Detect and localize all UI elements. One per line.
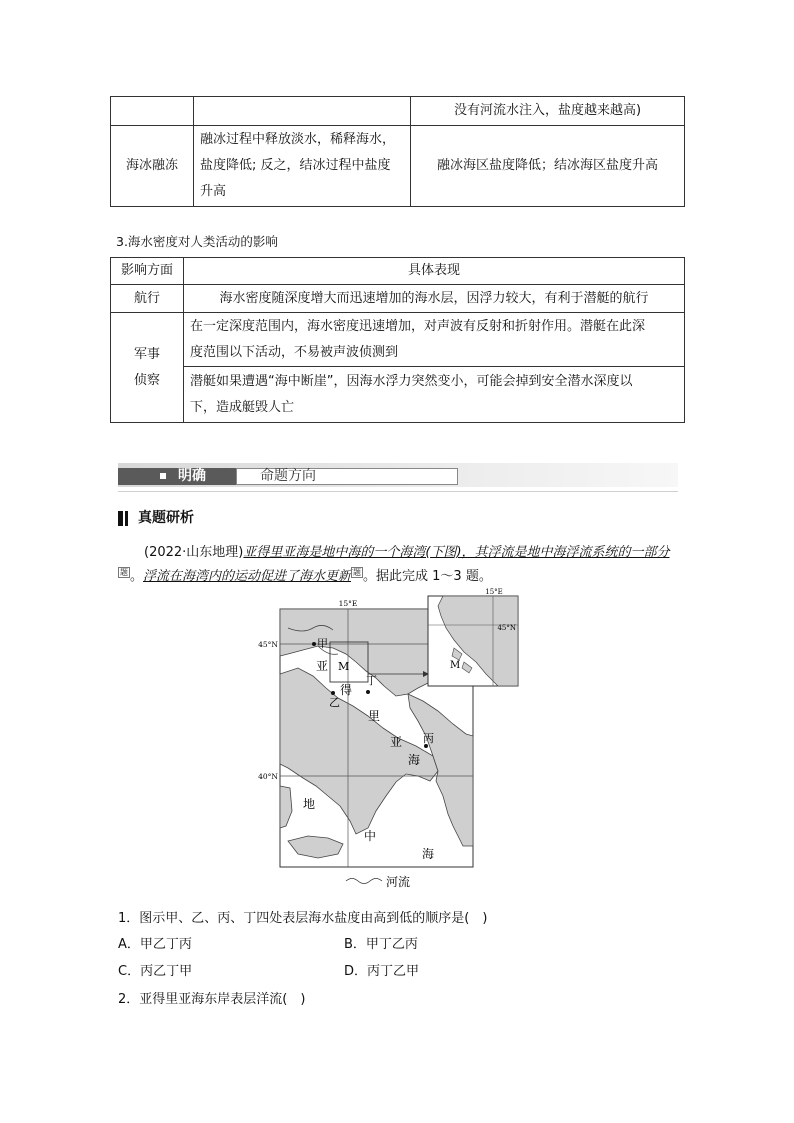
item-line: 度范围以下活动，不易被声波侦测到: [190, 344, 399, 360]
sea-label: 得: [340, 683, 353, 697]
inset-label-15E: 15°E: [485, 588, 503, 596]
subheading-text: 真题研析: [138, 510, 194, 526]
question-2-stem: 2．亚得里亚海东岸表层洋流( ): [118, 992, 306, 1007]
question-1-stem: 1．图示甲、乙、丙、丁四处表层海水盐度由高到低的顺序是( ): [118, 911, 488, 926]
label-ding: 丁: [366, 674, 377, 687]
point-jia-icon: [312, 642, 316, 646]
label-jia: 甲: [317, 637, 328, 650]
item-line: 在一定深度范围内，海水密度迅速增加，对声波有反射和折射作用。潜艇在此深: [190, 318, 646, 334]
point-ding-icon: [366, 690, 370, 694]
table2-label-military: [111, 313, 184, 423]
sea-label: 里: [368, 709, 381, 723]
inset-label-45N: 45°N: [497, 624, 516, 632]
med-sea-label: 地: [303, 797, 316, 811]
item-line: 潜艇如果遭遇“海中断崖”，因海水浮力突然变小，可能会掉到安全潜水深度以: [190, 373, 633, 389]
table2-header: 影响方面: [111, 258, 184, 285]
med-sea-label: 海: [422, 847, 435, 861]
label-bing: 丙: [423, 732, 434, 745]
label-yi: 乙: [329, 696, 340, 709]
inset-label-M: M: [450, 660, 461, 671]
option-b[interactable]: B．甲丁乙丙: [344, 937, 418, 952]
intro-italic-2: 浮流在海湾内的运动促进了海水更新: [143, 569, 352, 584]
point-yi-icon: [331, 691, 335, 695]
section-title: 3.海水密度对人类活动的影响: [116, 234, 278, 249]
option-a[interactable]: A．甲乙丁丙: [118, 937, 192, 952]
sea-label: 海: [408, 753, 421, 767]
density-impact-table: [110, 257, 685, 423]
sea-label: 亚: [316, 659, 329, 673]
legend-label: 河流: [386, 875, 411, 889]
effect-line: 盐度降低; 反之，结冰过程中盐度: [200, 158, 391, 173]
table1-effect-cell: [194, 126, 411, 207]
item-line: 下，造成艇毁人亡: [190, 399, 295, 415]
table2-label-navigation: 航行: [111, 285, 184, 313]
label-line: 侦察: [133, 372, 160, 388]
section-banner: [118, 463, 678, 487]
label-M: M: [338, 660, 350, 673]
intro-source: (2022·山东地理): [144, 545, 244, 560]
label-15E: 15°E: [338, 599, 358, 608]
salinity-factors-table: [110, 96, 685, 207]
divider: [118, 491, 678, 492]
label-40N: 40°N: [258, 772, 278, 781]
option-c[interactable]: C．丙乙丁甲: [118, 964, 193, 979]
banner-right-text: 命题方向: [260, 468, 316, 484]
question-mark-icon: 题: [120, 567, 128, 577]
adriatic-sea-map: [258, 588, 523, 896]
table2-header: 具体表现: [184, 258, 685, 285]
table1-cell: 没有河流水注入，盐度越来越高): [411, 97, 685, 126]
table1-cell: [194, 97, 411, 126]
table1-result-cell: 融冰海区盐度降低；结冰海区盐度升高: [411, 126, 685, 207]
effect-line: 升高: [200, 184, 227, 199]
banner-left-text: 明确: [178, 468, 206, 484]
table2-military-item: [184, 313, 685, 367]
option-d[interactable]: D．丙丁乙甲: [344, 964, 420, 979]
intro-italic-1: 亚得里亚海是地中海的一个海湾(下图)，其浮流是地中海浮流系统的一部分: [243, 545, 670, 560]
label-45N: 45°N: [258, 640, 278, 649]
table2-military-item: [184, 367, 685, 423]
square-bullet-icon: [160, 473, 166, 479]
label-line: 军事: [133, 346, 160, 362]
med-sea-label: 中: [364, 829, 377, 843]
sea-label: 亚: [390, 735, 403, 749]
legend-river-icon: [346, 879, 382, 884]
question-mark-icon: 题: [353, 567, 362, 577]
table1-cell: [111, 97, 194, 126]
question-intro: (2022·山东地理)亚得里亚海是地中海的一个海湾(下图)，其浮流是地中海浮流系统的一部分$^题$ 。浮流在海湾内的运动促进了海水更新 $^题$ 。据此完成 1～3 题。: [120, 545, 670, 584]
heading-bar-icon: [118, 511, 123, 526]
table2-navigation-text: 海水密度随深度增大而迅速增加的海水层，因浮力较大，有利于潜艇的航行: [184, 285, 685, 313]
effect-line: 融冰过程中释放淡水，稀释海水，: [200, 132, 396, 147]
intro-tail: 。据此完成 1～3 题。: [363, 569, 492, 584]
table1-label-sea-ice: 海冰融冻: [111, 126, 194, 207]
